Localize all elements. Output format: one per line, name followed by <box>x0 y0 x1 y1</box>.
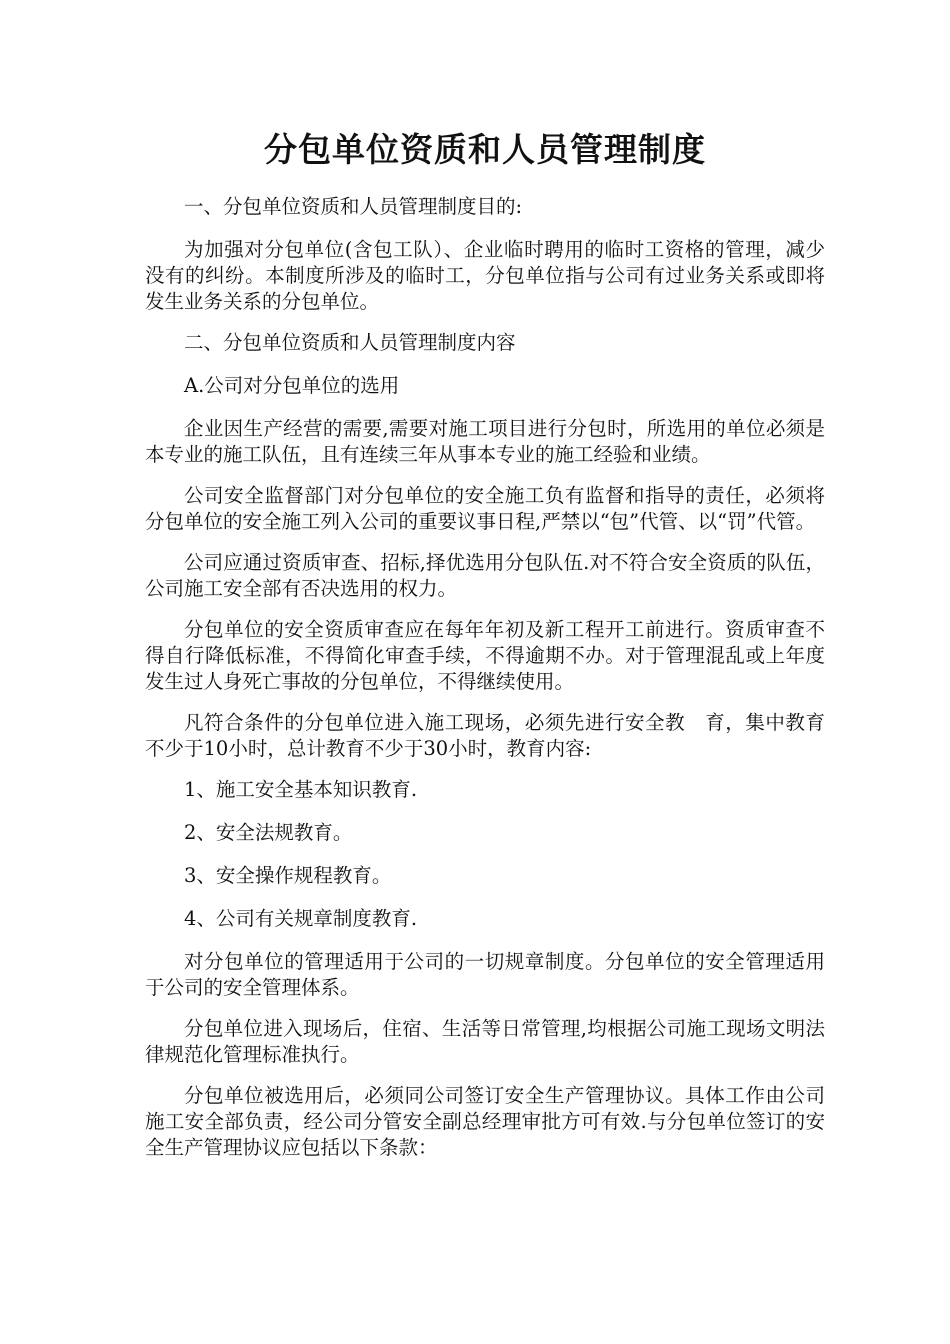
section-heading-content: 二、分包单位资质和人员管理制度内容 <box>184 331 516 354</box>
paragraph-safety-supervision: 公司安全监督部门对分包单位的安全施工负有监督和指导的责任，必须将分包单位的安全施工列入公司的重要议事日程,严禁以“包”代管、以“罚”代管。 <box>145 484 825 533</box>
section-heading-purpose: 一、分包单位资质和人员管理制度目的: <box>184 195 523 218</box>
document-body <box>145 128 825 1176</box>
list-item-education-2: 2、安全法规教育。 <box>184 821 353 844</box>
list-item-education-4: 4、公司有关规章制度教育. <box>184 907 418 930</box>
paragraph-daily-management: 分包单位进入现场后，住宿、生活等日常管理,均根据公司施工现场文明法律规范化管理标准执行。 <box>145 1017 825 1066</box>
paragraph-purpose: 为加强对分包单位(含包工队）、企业临时聘用的临时工资格的管理，减少没有的纠纷。本制度所涉及的临时工，分包单位指与公司有过业务关系或即将发生业务关系的分包单位。 <box>145 238 825 313</box>
paragraph-qualification-review: 公司应通过资质审查、招标,择优选用分包队伍.对不符合安全资质的队伍，公司施工安全部有否决选用的权力。 <box>145 551 825 600</box>
paragraph-selection-requirements: 企业因生产经营的需要,需要对施工项目进行分包时，所选用的单位必须是本专业的施工队伍，且有连续三年从事本专业的施工经验和业绩。 <box>145 417 825 466</box>
document-title: 分包单位资质和人员管理制度 <box>264 130 706 169</box>
paragraph-safety-education: 凡符合条件的分包单位进入施工现场，必须先进行安全教 育，集中教育不少于10小时，总计教育不少于30小时，教育内容: <box>145 711 825 760</box>
paragraph-annual-review: 分包单位的安全资质审查应在每年年初及新工程开工前进行。资质审查不得自行降低标准，不得简化审查手续，不得逾期不办。对于管理混乱或上年度发生过人身死亡事故的分包单位，不得继续使用。 <box>145 618 825 693</box>
subsection-heading-selection: A.公司对分包单位的选用 <box>184 374 400 397</box>
paragraph-safety-agreement: 分包单位被选用后，必须同公司签订安全生产管理协议。具体工作由公司施工安全部负责，经公司分管安全副总经理审批方可有效.与分包单位签订的安全生产管理协议应包括以下条款： <box>145 1084 825 1159</box>
paragraph-management-rules: 对分包单位的管理适用于公司的一切规章制度。分包单位的安全管理适用于公司的安全管理体系。 <box>145 950 825 999</box>
list-item-education-3: 3、安全操作规程教育。 <box>184 864 392 887</box>
list-item-education-1: 1、施工安全基本知识教育. <box>184 778 418 801</box>
